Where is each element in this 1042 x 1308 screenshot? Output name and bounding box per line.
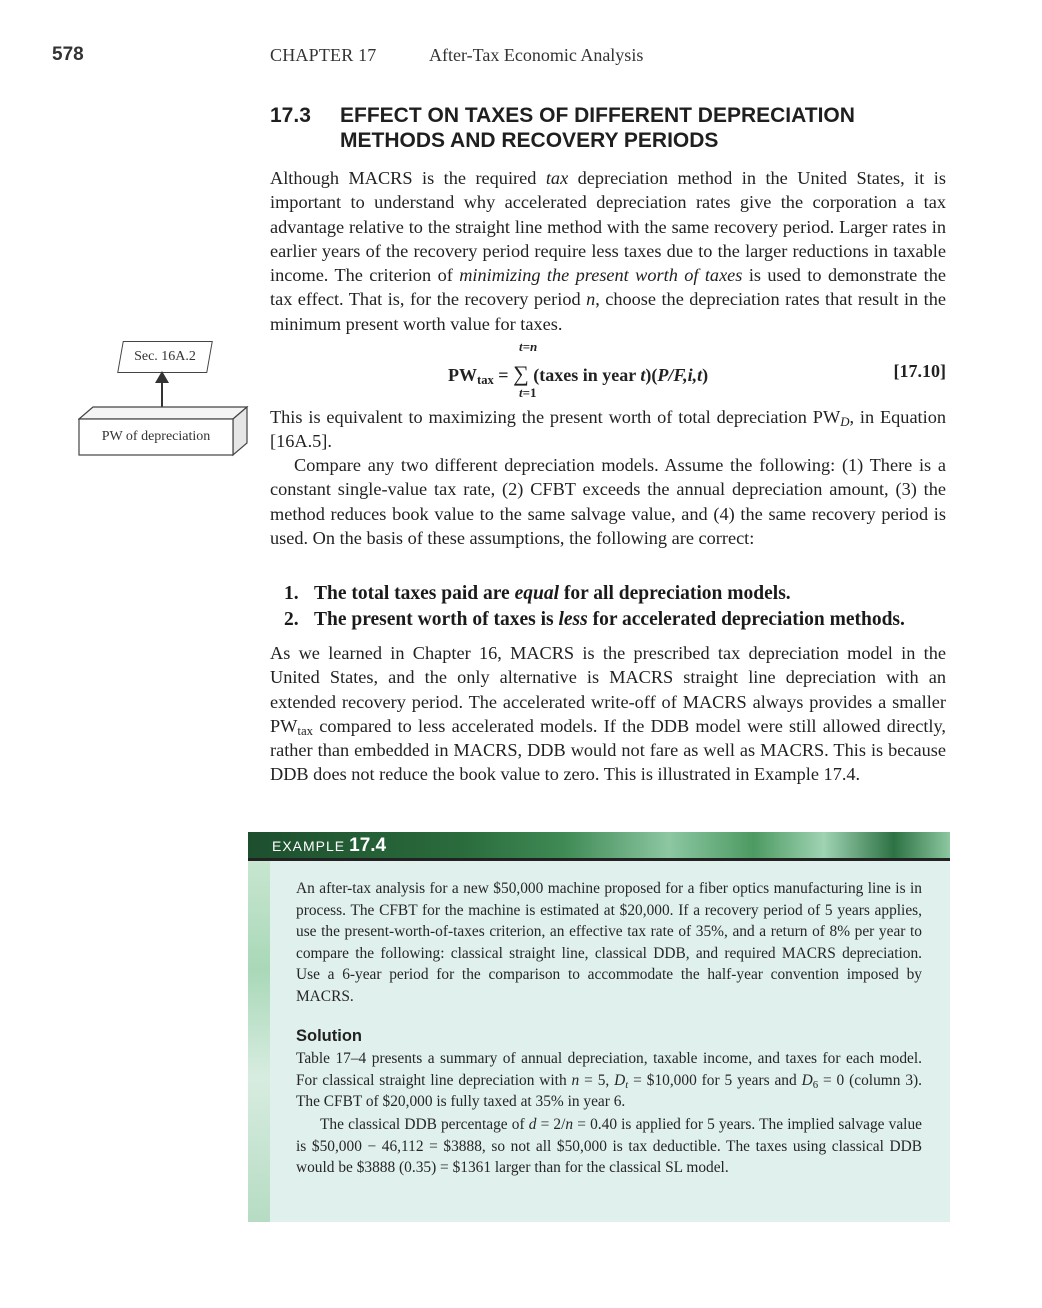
example-label: [272, 835, 386, 857]
text-run: = 0 (column 3). The CFBT of $20,000 is fully taxed at 35% in year 6.: [296, 1071, 922, 1111]
subscript: tax: [297, 723, 314, 738]
text-run: The total taxes paid are: [314, 583, 515, 604]
text-run: = 0.40 is applied for 5 years. The implied salvage value is $50,000 − 46,112 = $3888, so not all $50,000 is tax deductible. The taxes using classical DDB would be $3888 (0.35) = $1361 larger than for the classical SL model.: [296, 1116, 922, 1177]
text-run: The present worth of taxes is: [314, 609, 559, 630]
text-run: = 2/: [536, 1116, 566, 1133]
emphasis: equal: [514, 583, 560, 604]
arrow-shaft: [161, 381, 163, 407]
conclusion-list: [284, 581, 954, 633]
variable: D: [614, 1071, 626, 1089]
eq-term: ): [702, 365, 709, 385]
variable: n: [565, 1116, 574, 1133]
subscript: t: [625, 1078, 629, 1091]
eq-equals: =: [493, 365, 514, 385]
emphasis: tax: [545, 168, 569, 188]
variable: n: [571, 1071, 580, 1089]
paragraph-equivalence: [270, 405, 946, 454]
text-run: for accelerated depreciation methods.: [587, 609, 905, 630]
text-run: The classical DDB percentage of: [320, 1116, 529, 1133]
list-item: [284, 607, 954, 633]
running-head-title: After-Tax Economic Analysis: [429, 45, 644, 65]
equation-17-10: [270, 339, 946, 407]
section-number: 17.3: [270, 104, 311, 127]
example-problem-text: An after-tax analysis for a new $50,000 machine proposed for a fiber optics manufacturing line is in process. The CFBT for the machine is estimated at $20,000. If a recovery period of 5 years applies, use the present-worth-of-taxes criterion, an effective tax rate of 35%, and a return of 8% per year to compare the following: classical straight line, classical DDB, and required MACRS depreciation. Use a 6-year period for the comparison to accommodate the half-year convention imposed by MACRS.: [296, 880, 922, 1005]
eq-term: (taxes in year: [528, 365, 641, 385]
running-head-chapter: CHAPTER 17: [270, 45, 377, 65]
eq-term: )(: [645, 365, 658, 385]
margin-note-topic: PW of depreciation: [101, 429, 211, 444]
solution-heading: Solution: [296, 1027, 362, 1045]
page-number: 578: [52, 44, 84, 65]
eq-term-var: t: [640, 365, 646, 385]
text-run: , in Equation [16A.5].: [270, 407, 946, 452]
equation-number: [17.10]: [893, 361, 946, 381]
example-side-decoration: [248, 861, 270, 1222]
sum-upper-limit: t=n: [519, 339, 538, 354]
paragraph-macrs: [270, 641, 946, 787]
variable: D: [801, 1071, 813, 1089]
text-run: for all depreciation models.: [559, 583, 791, 604]
subscript: 6: [812, 1078, 819, 1091]
emphasis: n: [586, 289, 596, 310]
text-run: compared to less accelerated models. If the DDB model were still allowed directly, rather than embedded in MACRS, DDB would not fare as well as MACRS. This is because DDB does not reduce the book value to zero. This is illustrated in Example 17.4.: [270, 715, 946, 785]
list-number: 2.: [284, 609, 299, 630]
margin-note-section-ref: [117, 341, 213, 373]
paragraph-assumptions: Compare any two different depreciation models. Assume the following: (1) There is a constant single-value tax rate, (2) CFBT exceeds the annual depreciation amount, (3) the method reduces book value to the same salvage value, and (4) the same recovery period is used. On the basis of these assumptions, the following are correct:: [270, 455, 946, 548]
sum-lower-limit: t=1: [519, 385, 537, 400]
section-title-line1: EFFECT ON TAXES OF DIFFERENT DEPRECIATION: [340, 104, 855, 127]
emphasis: minimizing the present worth of taxes: [459, 265, 743, 286]
text-run: As we learned in Chapter 16, MACRS is the prescribed tax depreciation model in the United States, and the only alternative is MACRS straight line depreciation with an extended recovery period. The accelerated write-off of MACRS always provides a smaller PW: [270, 643, 946, 736]
text-run: depreciation method in the United States, it is important to understand why accelerated depreciation rates give the corporation a tax advantage relative to the straight line method with the same recovery period. Larger rates in earlier years of the recovery period require less taxes due to the larger reductions in taxable income. The criterion of: [270, 168, 947, 286]
example-header-rule: [248, 858, 950, 861]
eq-factor: P/F,i,t: [657, 365, 703, 385]
section-heading: [270, 103, 950, 153]
sigma-symbol: ∑: [513, 361, 529, 386]
solution-paragraph-2: [296, 1114, 922, 1179]
list-number: 1.: [284, 583, 299, 604]
text-run: Table 17–4 presents a summary of annual depreciation, taxable income, and taxes for each model. For classical straight line depreciation with: [296, 1050, 922, 1089]
subscript: D: [840, 415, 850, 429]
text-run: , choose the depreciation rates that result in the minimum present worth value for taxes.: [270, 289, 946, 334]
text-run: is used to demonstrate the tax effect. That is, for the recovery period: [270, 265, 947, 310]
text-run: This is equivalent to maximizing the present worth of total depreciation PW: [270, 407, 841, 427]
eq-lhs-subscript: tax: [477, 373, 494, 387]
example-number: 17.4: [349, 835, 387, 856]
paragraph-intro: [270, 166, 946, 336]
list-item: [284, 581, 954, 607]
emphasis: less: [558, 609, 588, 630]
solution-paragraph-1: [296, 1048, 922, 1113]
variable: d: [528, 1116, 537, 1133]
margin-note-label: Sec. 16A.2: [134, 349, 196, 364]
example-word: EXAMPLE: [272, 838, 346, 854]
text-run: = $10,000 for 5 years and: [628, 1071, 802, 1089]
section-title-line2: METHODS AND RECOVERY PERIODS: [340, 129, 719, 152]
text-run: = 5,: [579, 1071, 615, 1089]
eq-lhs: PW: [448, 365, 477, 385]
equation-body: [448, 361, 708, 387]
text-run: Although MACRS is the required: [270, 168, 546, 188]
